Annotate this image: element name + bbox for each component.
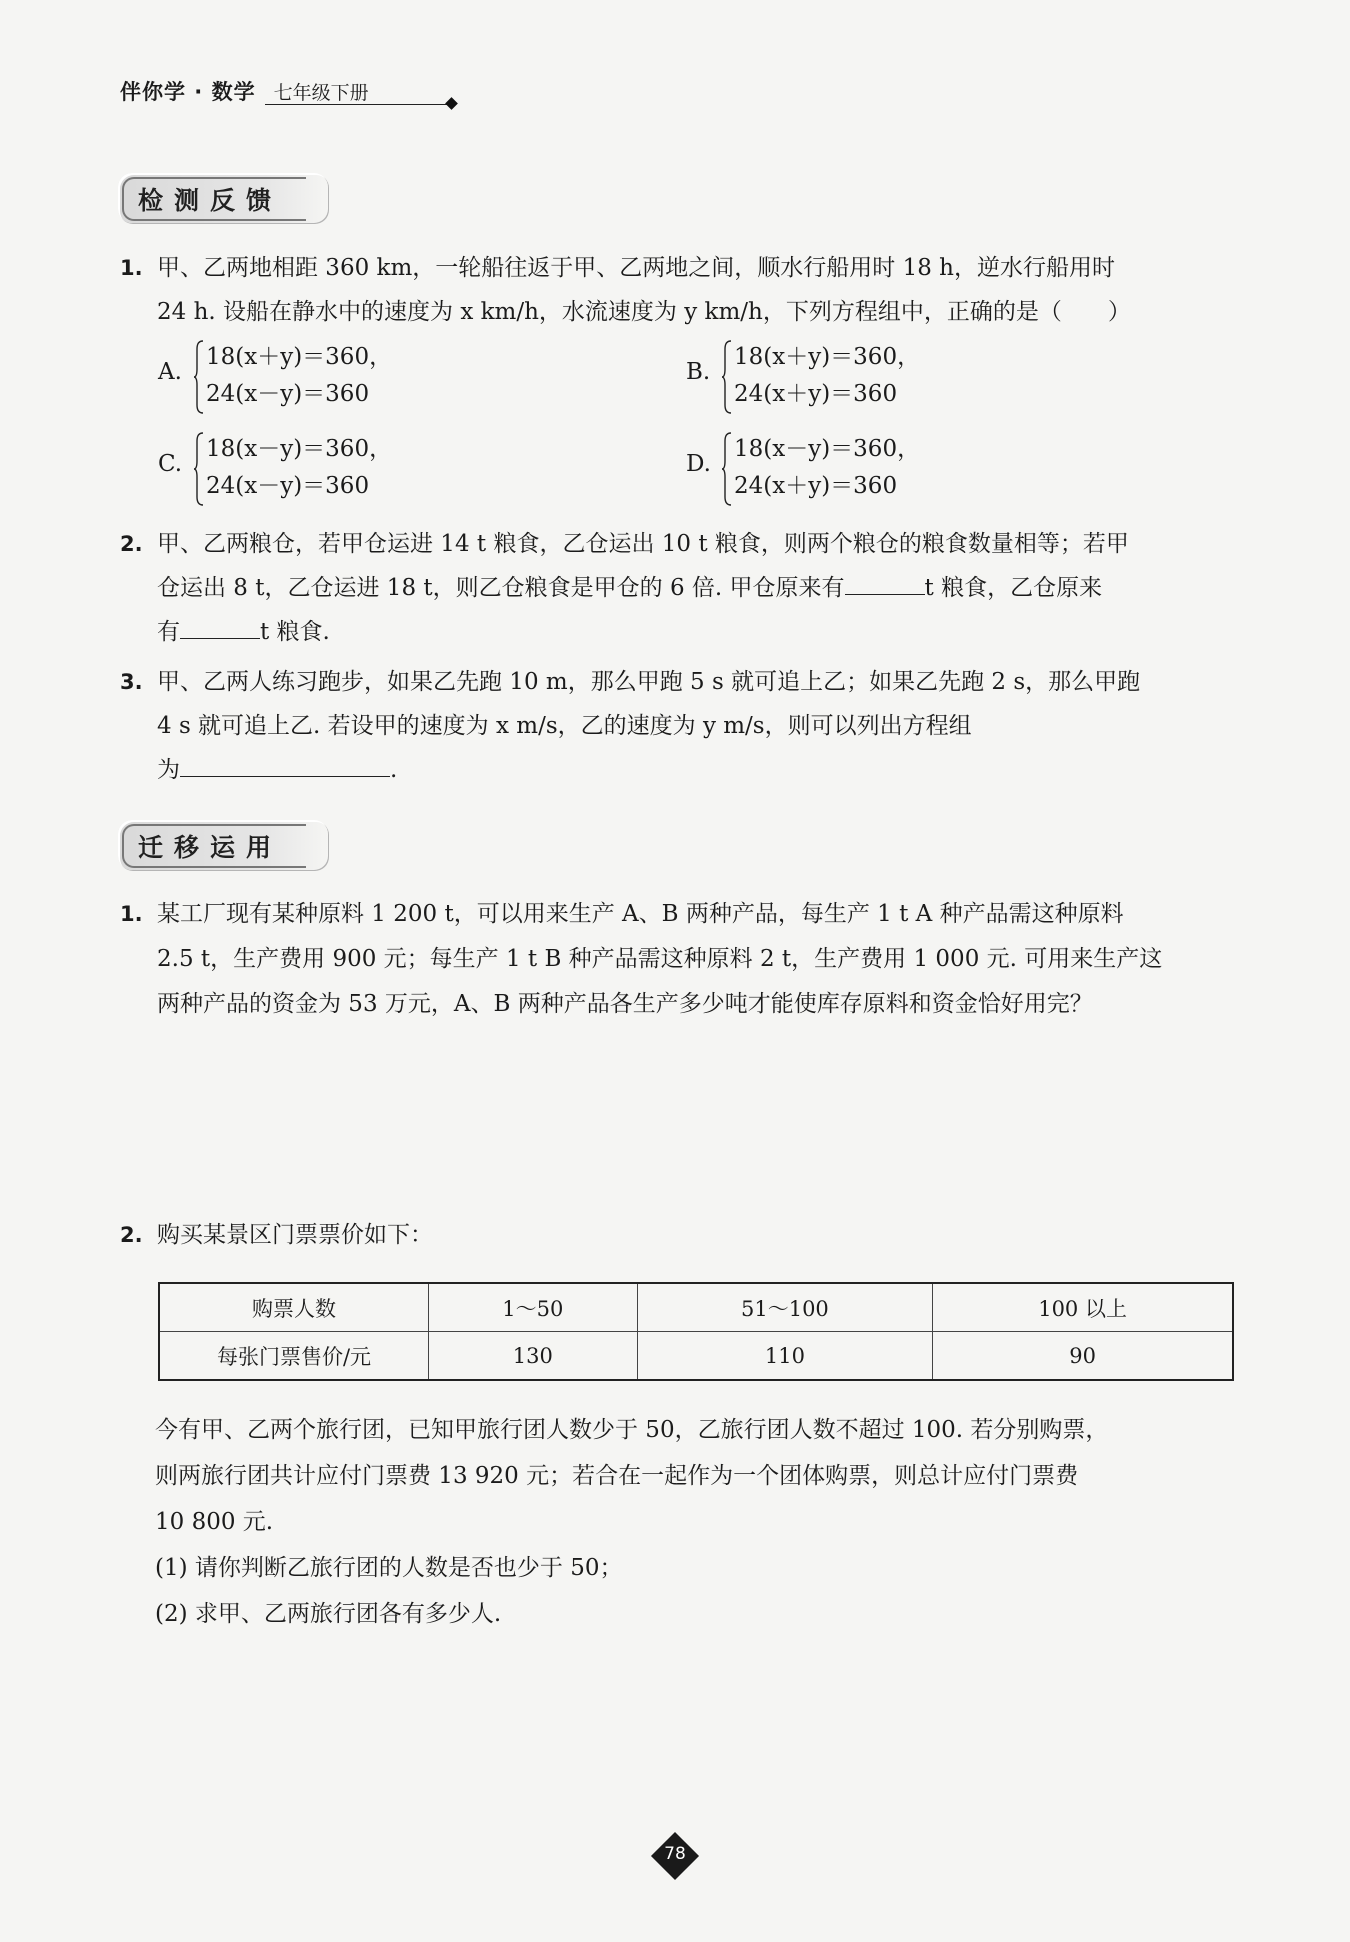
page-header xyxy=(120,76,369,106)
section-badge-application xyxy=(118,820,328,870)
table-cell: 110 xyxy=(637,1332,933,1381)
page-number: 78 xyxy=(664,1844,686,1864)
question-text-line xyxy=(157,610,330,655)
question-text-line: 甲、乙两人练习跑步，如果乙先跑 10 m，那么甲跑 5 s 就可追上乙；如果乙先跑 2 s，那么甲跑 xyxy=(157,669,1141,695)
question-text-line: 某工厂现有某种原料 1 200 t，可以用来生产 A、B 两种产品，每生产 1 t A 种产品需这种原料 xyxy=(157,901,1124,927)
equation-1: 18(x＋y)＝360， xyxy=(206,344,393,370)
sub-question-1: (1) 请你判断乙旅行团的人数是否也少于 50； xyxy=(155,1555,623,1581)
question-text-line: 两种产品的资金为 53 万元，A、B 两种产品各生产多少吨才能使库存原料和资金恰好用完？ xyxy=(157,991,1093,1017)
equation-2: 24(x＋y)＝360 xyxy=(734,473,898,499)
table-cell: 90 xyxy=(933,1332,1233,1381)
equation-2: 24(x＋y)＝360 xyxy=(734,381,898,407)
question-text-line: 甲、乙两地相距 360 km，一轮船往返于甲、乙两地之间，顺水行船用时 18 h，逆水行船用时 xyxy=(157,255,1115,281)
option-label: C. xyxy=(158,451,183,477)
table-header-row xyxy=(159,1283,1233,1332)
header-grade: 七年级下册 xyxy=(273,82,369,104)
table-cell: 1～50 xyxy=(429,1283,638,1332)
header-rule xyxy=(265,104,450,105)
left-brace-icon xyxy=(194,339,204,415)
text-segment: t 粮食. xyxy=(260,619,330,645)
text-segment: t 粮食，乙仓原来 xyxy=(924,575,1103,601)
equation-2: 24(x－y)＝360 xyxy=(206,473,370,499)
table-row xyxy=(159,1332,1233,1381)
equation-1: 18(x－y)＝360， xyxy=(734,436,921,462)
section-title: 迁移运用 xyxy=(122,824,306,868)
left-brace-icon xyxy=(722,431,732,507)
question-number: 1. xyxy=(120,256,143,280)
question-text-line: 甲、乙两粮仓，若甲仓运进 14 t 粮食，乙仓运出 10 t 粮食，则两个粮仓的粮食数量相等；若甲 xyxy=(157,531,1129,557)
table-cell: 130 xyxy=(429,1332,638,1381)
section-title: 检测反馈 xyxy=(122,177,306,221)
question-number: 1. xyxy=(120,902,143,926)
table-cell: 每张门票售价/元 xyxy=(159,1332,429,1381)
ticket-price-table xyxy=(158,1282,1234,1381)
equation-1: 18(x＋y)＝360， xyxy=(734,344,921,370)
paragraph-line: 今有甲、乙两个旅行团，已知甲旅行团人数少于 50，乙旅行团人数不超过 100. 若分别购票， xyxy=(155,1417,1109,1443)
paragraph-line: 则两旅行团共计应付门票费 13 920 元；若合在一起作为一个团体购票，则总计应付门票费 xyxy=(155,1463,1079,1489)
option-label: D. xyxy=(686,451,711,477)
answer-blank[interactable] xyxy=(180,612,260,639)
question-text-line xyxy=(157,748,397,793)
question-text-line: 购买某景区门票票价如下： xyxy=(157,1222,433,1248)
table-cell: 购票人数 xyxy=(159,1283,429,1332)
question-number: 2. xyxy=(120,1223,143,1247)
page-number-badge xyxy=(652,1833,698,1879)
text-segment: 为 xyxy=(157,757,180,783)
paragraph-line: 10 800 元. xyxy=(155,1509,274,1535)
answer-blank[interactable] xyxy=(180,750,390,777)
header-brand: 伴你学 · 数学 xyxy=(120,80,256,104)
text-segment: . xyxy=(390,757,398,783)
header-diamond-icon xyxy=(445,97,458,110)
question-text-line: 4 s 就可追上乙. 若设甲的速度为 x m/s，乙的速度为 y m/s，则可以列出方程组 xyxy=(157,713,972,739)
text-segment: 仓运出 8 t，乙仓运进 18 t，则乙仓粮食是甲仓的 6 倍. 甲仓原来有 xyxy=(157,575,845,601)
question-text-line: 2.5 t，生产费用 900 元；每生产 1 t B 种产品需这种原料 2 t，生产费用 1 000 元. 可用来生产这 xyxy=(157,946,1163,972)
question-text-line xyxy=(157,566,1102,611)
section-badge-feedback xyxy=(118,173,328,223)
option-label: A. xyxy=(158,359,182,385)
table-cell: 51～100 xyxy=(637,1283,933,1332)
table-cell: 100 以上 xyxy=(933,1283,1233,1332)
question-text-line: 24 h. 设船在静水中的速度为 x km/h，水流速度为 y km/h，下列方程组中，正确的是（ ） xyxy=(157,299,1131,325)
equation-1: 18(x－y)＝360， xyxy=(206,436,393,462)
sub-question-2: (2) 求甲、乙两旅行团各有多少人. xyxy=(155,1601,502,1627)
text-segment: 有 xyxy=(157,619,180,645)
left-brace-icon xyxy=(722,339,732,415)
question-number: 2. xyxy=(120,532,143,556)
question-number: 3. xyxy=(120,670,143,694)
equation-2: 24(x－y)＝360 xyxy=(206,381,370,407)
answer-blank[interactable] xyxy=(845,568,925,595)
left-brace-icon xyxy=(194,431,204,507)
option-label: B. xyxy=(686,359,711,385)
